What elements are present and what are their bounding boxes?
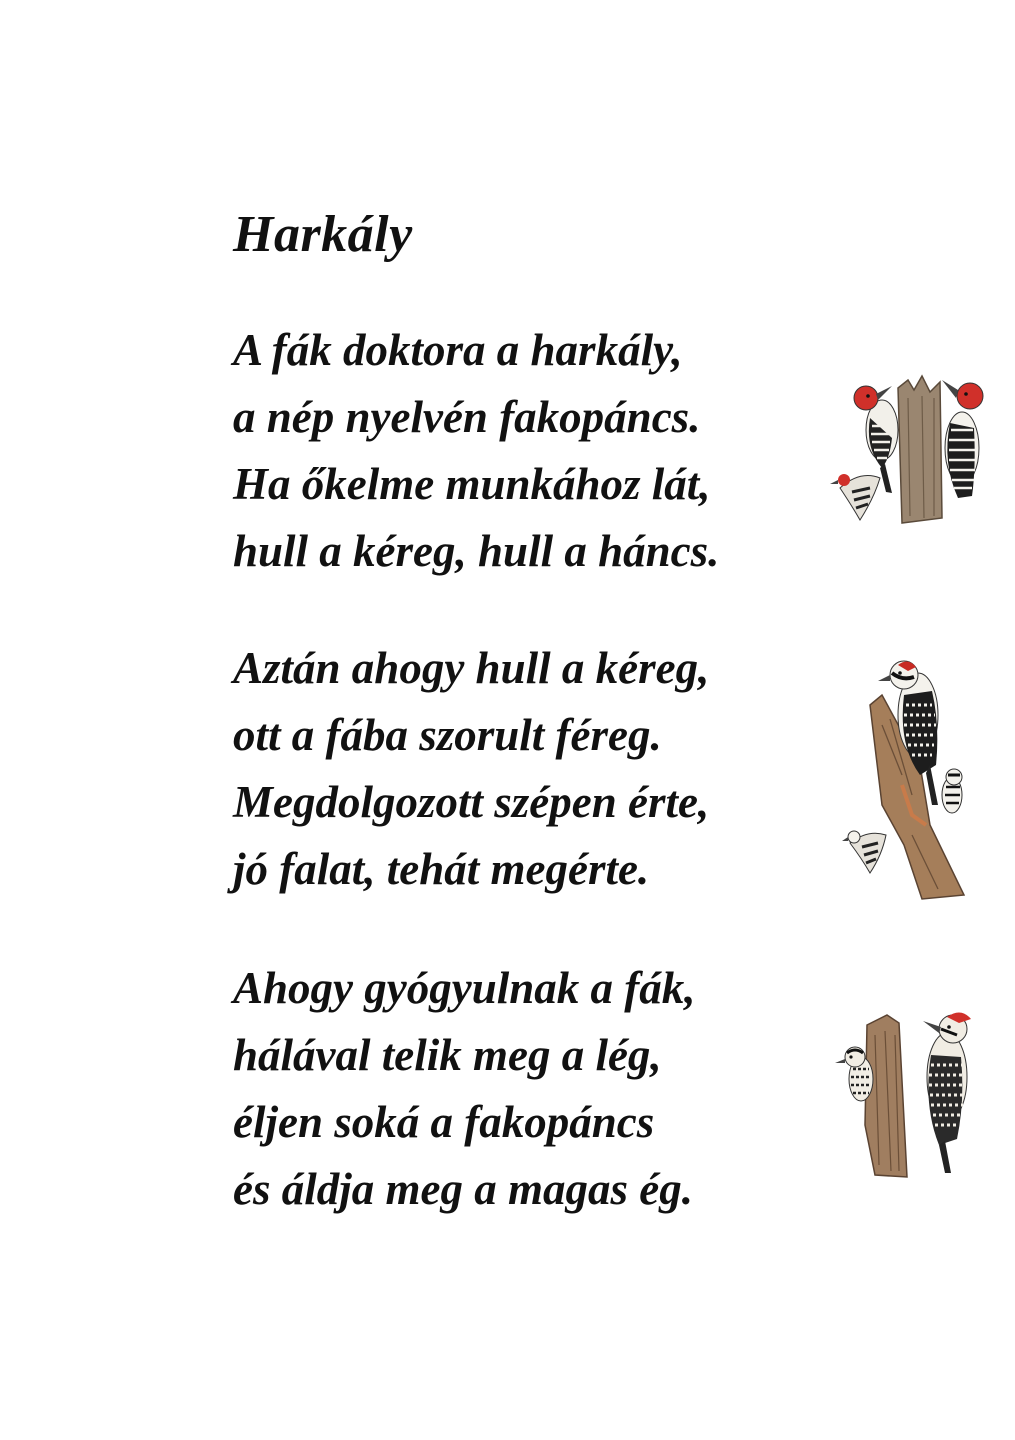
poem-line: jó falat, tehát megérte. [233, 844, 650, 894]
stanza-1 [233, 317, 719, 585]
poem-line: Megdolgozott szépen érte, [233, 777, 710, 827]
poem-line: éljen soká a fakopáncs [233, 1097, 655, 1147]
poem-line: Aztán ahogy hull a kéreg, [233, 643, 710, 693]
poem-line: hálával telik meg a lég, [233, 1030, 662, 1080]
stanza-3 [233, 955, 696, 1223]
poem-line: Ha őkelme munkához lát, [233, 459, 711, 509]
poem-title: Harkály [233, 206, 413, 263]
poem-line: a nép nyelvén fakopáncs. [233, 392, 701, 442]
woodpecker-pair-on-stump-icon [830, 368, 995, 533]
ladder-backed-woodpecker-on-trunk-icon [835, 1005, 985, 1180]
poem-line: A fák doktora a harkály, [233, 325, 683, 375]
poem-line: hull a kéreg, hull a háncs. [233, 526, 720, 576]
stanza-2 [233, 635, 709, 903]
poem-line: és áldja meg a magas ég. [233, 1164, 693, 1214]
poem-line: ott a fába szorult féreg. [233, 710, 662, 760]
downy-woodpecker-on-branch-icon [842, 655, 972, 905]
poem-line: Ahogy gyógyulnak a fák, [233, 963, 696, 1013]
